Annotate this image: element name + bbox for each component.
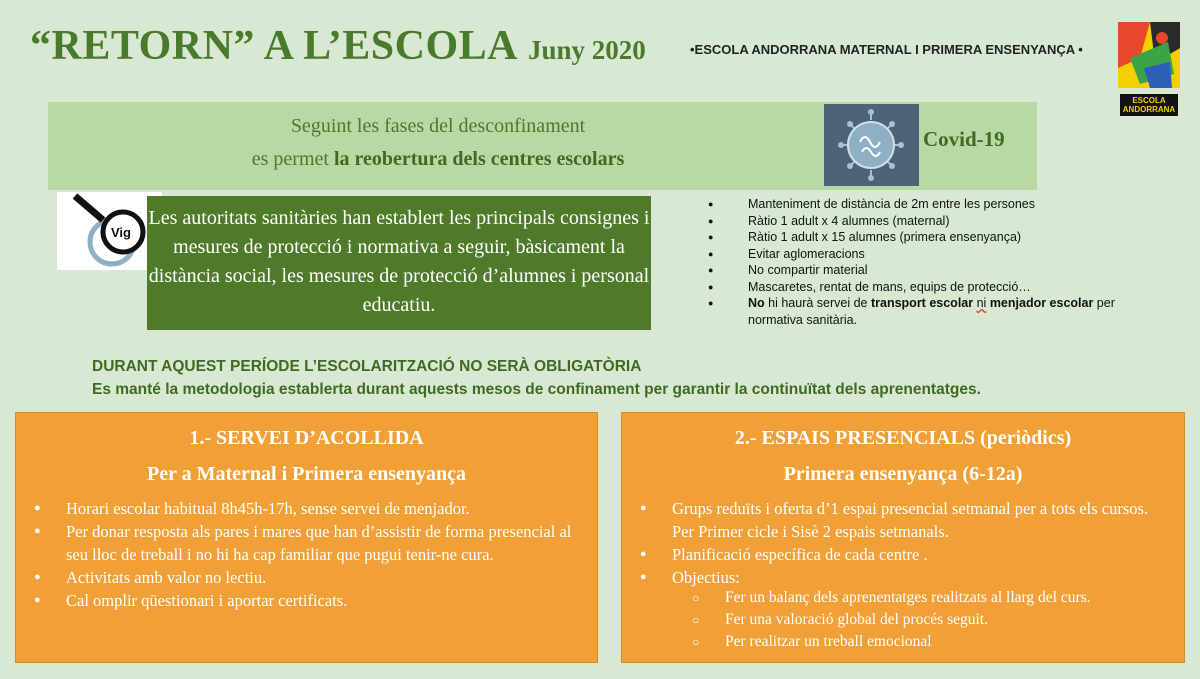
list-item — [708, 295, 1148, 328]
school-logo — [1110, 18, 1188, 118]
card-right-sublist — [622, 587, 1167, 653]
phases-line2-bold: la reobertura dels centres escolars — [333, 148, 625, 170]
list-item: ● Mascaretes, rentat de mans, equips de protecció… — [708, 279, 1148, 296]
logo-text-1: ESCOLA — [1132, 96, 1166, 105]
measures-list — [708, 196, 1148, 328]
measure-menjador: menjador escolar — [989, 296, 1094, 310]
list-item: ● Evitar aglomeracions — [708, 246, 1148, 263]
card-right-subtitle: Primera ensenyança (6-12a) — [783, 463, 1023, 485]
card-left-list — [16, 497, 576, 612]
list-item: ● Horari escolar habitual 8h45h-17h, sense servei de menjador. — [16, 497, 576, 520]
title-main: “RETORN” A L’ESCOLA — [30, 23, 518, 69]
list-item: ● Planificació específica de cada centre . — [622, 543, 1167, 566]
measure-no: No — [748, 296, 765, 310]
phases-line1: Seguint les fases del desconfinament — [290, 115, 586, 137]
measure-text-2: per normativa sanitària. — [748, 296, 1115, 327]
card-right-list — [622, 497, 1167, 589]
card-espais-presencials — [621, 412, 1185, 663]
measure-text-1: hi haurà servei de — [764, 296, 871, 310]
list-item: ○ Fer un balanç dels aprenentatges realitzats al llarg del curs. — [622, 587, 1167, 609]
card-right-title: 2.- ESPAIS PRESENCIALS (periòdics) — [734, 427, 1072, 449]
covid-label: Covid-19 — [923, 127, 1005, 151]
measure-transport: transport escolar — [870, 296, 974, 310]
list-item: ● No compartir material — [708, 262, 1148, 279]
list-item: ○ Per realitzar un treball emocional — [622, 631, 1167, 653]
list-item: ● Objectius: — [622, 566, 1167, 589]
list-item: ● Grups reduïts i oferta d’1 espai presencial setmanal per a tots els cursos. Per Primer cicle i Sisè 2 espais setmanals. — [622, 497, 1167, 543]
notice-line1: DURANT AQUEST PERÍODE L’ESCOLARITZACIÓ NO SERÀ OBLIGATÒRIA — [92, 358, 642, 375]
phases-line2 — [48, 148, 828, 171]
vig-label: Vig — [111, 225, 131, 240]
list-item: ● Per donar resposta als pares i mares que han d’assistir de forma presencial al seu lloc de treball i no hi ha cap familiar que pugui tenir-ne cura. — [16, 520, 576, 566]
school-name: •ESCOLA ANDORRANA MATERNAL I PRIMERA ENSENYANÇA • — [690, 42, 1083, 57]
list-item: ○ Fer una valoració global del procés seguit. — [622, 609, 1167, 631]
phases-line2-prefix: es permet — [251, 148, 334, 170]
card-left-subtitle: Per a Maternal i Primera ensenyança — [147, 463, 466, 485]
list-item: ● Ràtio 1 adult x 15 alumnes (primera ensenyança) — [708, 229, 1148, 246]
list-item: ● Activitats amb valor no lectiu. — [16, 566, 576, 589]
list-item: ● Cal omplir qüestionari i aportar certificats. — [16, 589, 576, 612]
title-date: Juny 2020 — [528, 35, 646, 65]
phases-banner — [48, 102, 1037, 190]
authority-text: Les autoritats sanitàries han establert les principals consignes i mesures de protecció i normativa a seguir, bàsicament la distància social, les mesures de protecció d’alumnes i personal educatiu. — [147, 196, 651, 330]
virus-icon — [824, 104, 919, 186]
page-title — [30, 22, 646, 70]
card-left-title: 1.- SERVEI D’ACOLLIDA — [189, 427, 424, 449]
notice-line2: Es manté la metodologia establerta durant aquests mesos de confinament per garantir la continuïtat dels aprenentatges. — [92, 381, 981, 398]
card-servei-acollida — [15, 412, 598, 663]
list-item: ● Manteniment de distància de 2m entre les persones — [708, 196, 1148, 213]
logo-text-2: ANDORRANA — [1122, 105, 1176, 114]
list-item: ● Ràtio 1 adult x 4 alumnes (maternal) — [708, 213, 1148, 230]
measure-ni: ni — [976, 296, 987, 310]
